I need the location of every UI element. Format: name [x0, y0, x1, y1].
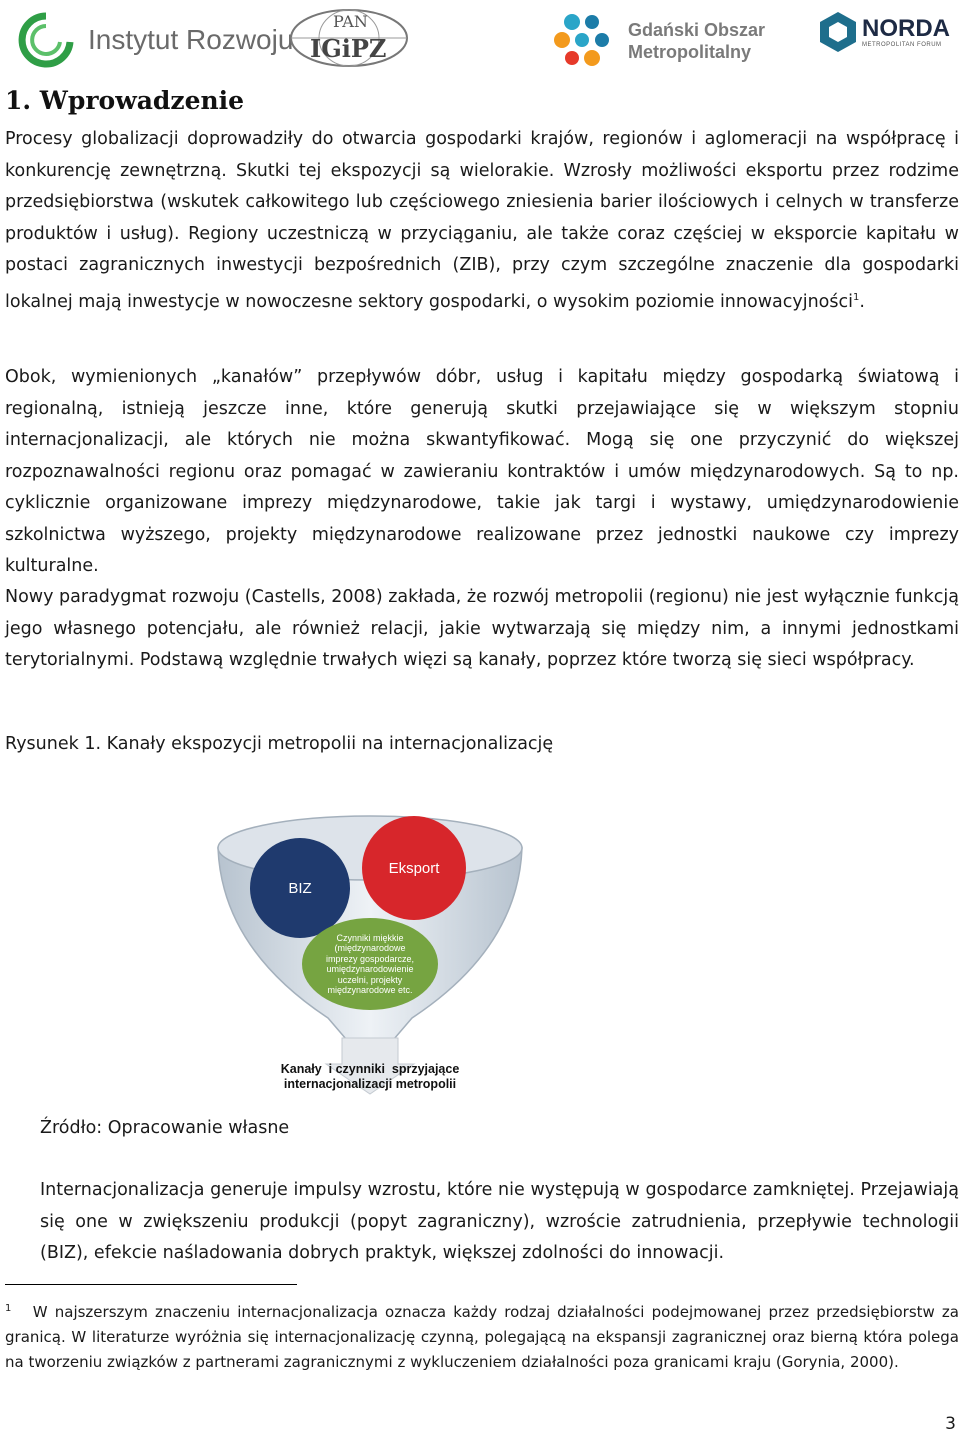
paragraph-1-end: .	[859, 291, 865, 312]
page-number: 3	[945, 1414, 956, 1434]
paragraph-2: Obok, wymienionych „kanałów” przepływów dóbr, usług i kapitału między gospodarką światową i regionalną, istnieją jeszcze inne, które generują skutki przejawiające się w większym stopniu internacjonalizacji, ale których nie można skwantyfikować. Mogą się one przyczynić do większej rozpoznawalności regionu oraz pomagać w zawieraniu kontraktów i umów międzynarodowych. Są to np. cyklicznie organizowane imprezy międzynarodowe, takie jak targi i wystawy, umiędzynarodowienie szkolnictwa wyższego, projekty międzynarodowe realizowane przez jednostki naukowe czy imprezy kulturalne.	[5, 367, 959, 576]
funnel-diagram	[210, 808, 530, 1098]
soft-line-2: (międzynarodowe	[334, 943, 406, 953]
diagram-bottom-label	[240, 1062, 500, 1092]
footnote-ref: 1	[852, 291, 860, 303]
norda-name: NORDA	[862, 15, 950, 42]
soft-line-4: umiędzynarodowienie	[326, 964, 414, 974]
norda-logo	[818, 10, 950, 54]
footnote-divider	[5, 1284, 297, 1285]
source-note: Źródło: Opracowanie własne	[40, 1118, 290, 1138]
eksport-label: Eksport	[388, 859, 440, 877]
eksport-circle	[362, 816, 466, 920]
section-heading: 1. Wprowadzenie	[5, 86, 245, 115]
figure-caption: Rysunek 1. Kanały ekspozycji metropolii na internacjonalizację	[5, 734, 554, 754]
norda-hex-icon	[818, 10, 858, 54]
biz-circle	[250, 838, 350, 938]
soft-line-5: uczelni, projekty	[337, 974, 403, 985]
paragraph-1-part-b: Regiony uczestniczą w przyciąganiu, ale także coraz częściej w eksporcie kapitału w postaci zagranicznych inwestycji bezpośrednich (ZIB), przy czym szczególne znaczenie dla gospodarki lokalnej mają inwestycje w nowoczesne sektory gospodarki, o wysokim poziomie innowacyjności	[5, 223, 959, 312]
paragraph-1-part-a: Procesy globalizacji doprowadziły do otwarcia gospodarki krajów, regionów i aglomeracji na współpracę i konkurencję zewnętrzną. Skutki tej ekspozycji są wielorakie. Wzrosły możliwości eksportu przez rodzime przedsiębiorstwa (wskutek całkowitego lub częściowego zniesienia barier ilościowych i celnych w transferze produktów i usług).	[5, 129, 959, 244]
soft-line-6: międzynarodowe etc.	[327, 985, 413, 995]
diagram-bottom-line-2: internacjonalizacji metropolii	[283, 1077, 457, 1091]
gom-flower-icon	[550, 10, 614, 72]
norda-sub: METROPOLITAN FORUM	[862, 42, 942, 48]
footnote-number: 1	[5, 1303, 12, 1314]
gom-line1: Gdański Obszar	[628, 20, 766, 40]
instytut-rozwoju-logo	[16, 12, 293, 68]
pan-label: PAN	[333, 12, 368, 31]
instytut-rozwoju-ring-icon	[16, 12, 76, 68]
gdanski-obszar-logo	[550, 10, 765, 72]
gom-line2: Metropolitalny	[628, 42, 752, 62]
paragraph-1	[5, 124, 959, 318]
soft-line-3: imprezy gospodarcze,	[325, 953, 415, 964]
footnote	[5, 1296, 959, 1375]
diagram-bottom-line-1: Kanały i czynniki sprzyjające	[280, 1062, 460, 1076]
paragraph-3: Nowy paradygmat rozwoju (Castells, 2008) zakłada, że rozwój metropolii (regionu) nie jest wyłącznie funkcją jego własnego potencjału, ale również relacji, jakie wytwarzają się między nim, a innymi jednostkami terytorialnymi. Podstawą względnie trwałych więzi są kanały, poprzez które tworzą się sieci współpracy.	[5, 587, 959, 670]
footnote-text: W najszerszym znaczeniu internacjonalizacja oznacza każdy rodzaj działalności podejmowanej przez przedsiębiorstw za granicą. W literaturze wyróżnia się internacjonalizację czynną, polegającą na ekspansji zagranicznej oraz bierną która polega na tworzeniu związków z partnerami zagranicznymi z wykluczeniem działalności poza granicami kraju (Gorynia, 2000).	[5, 1303, 959, 1371]
igipz-label: IGiPZ	[310, 34, 387, 63]
biz-label: BIZ	[288, 879, 312, 897]
soft-factors-circle	[302, 918, 438, 1010]
instytut-rozwoju-name: Instytut Rozwoju	[88, 24, 294, 55]
pan-igipz-logo	[288, 8, 410, 68]
paragraph-4: Internacjonalizacja generuje impulsy wzrostu, które nie występują w gospodarce zamkniętej. Przejawiają się one w zwiększeniu produkcji (popyt zagraniczny), wzroście zatrudnienia, przepływie technologii (BIZ), efekcie naśladowania dobrych praktyk, większej zdolności do innowacji.	[40, 1180, 959, 1263]
soft-line-1: Czynniki miękkie	[336, 932, 404, 943]
header-logos	[0, 0, 960, 80]
